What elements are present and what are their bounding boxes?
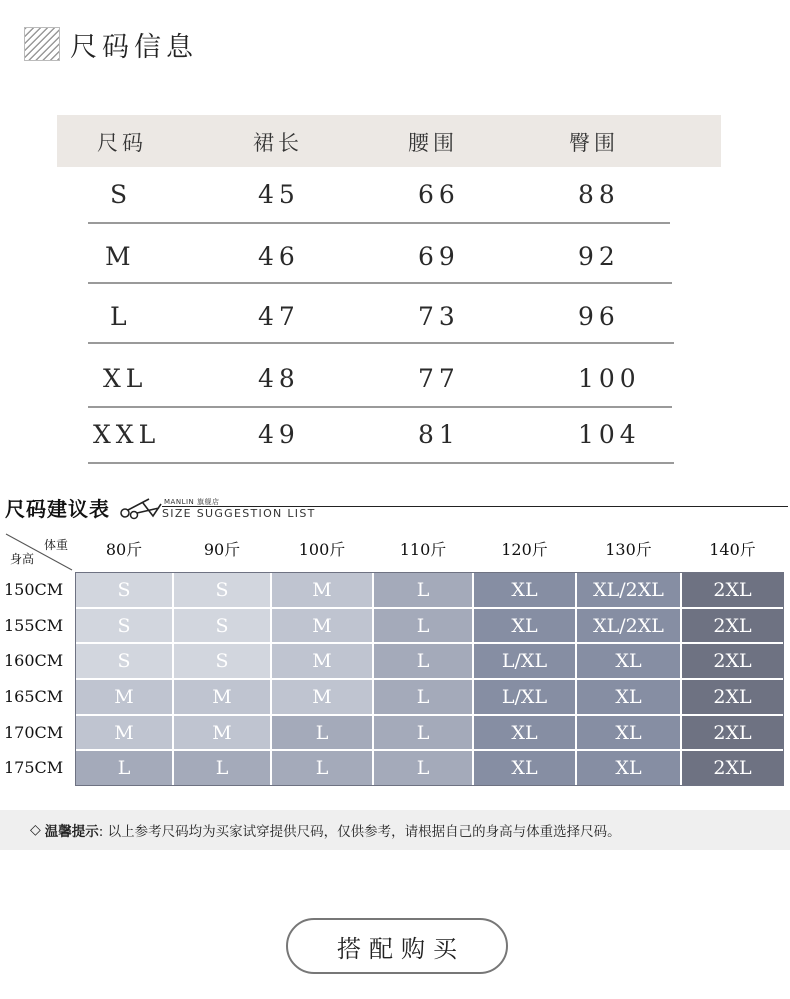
length-value: 48 bbox=[258, 364, 300, 393]
suggestion-subtitle: SIZE SUGGESTION LIST bbox=[162, 507, 316, 520]
grid-cell: L bbox=[373, 750, 473, 786]
grid-cell: XL/2XL bbox=[576, 572, 681, 608]
scissors-icon bbox=[119, 496, 163, 520]
size-col-header: 尺码 bbox=[97, 131, 147, 155]
grid-cell: L bbox=[271, 715, 373, 750]
size-table-header bbox=[57, 115, 721, 167]
match-buy-label: 搭配购买 bbox=[337, 934, 465, 963]
corner-weight-label: 体重 bbox=[43, 538, 68, 552]
height-header: 165CM bbox=[4, 687, 64, 706]
waist-value: 66 bbox=[418, 180, 460, 209]
hip-value: 92 bbox=[578, 242, 620, 271]
grid-cell: 2XL bbox=[681, 715, 784, 750]
height-header: 150CM bbox=[4, 580, 64, 599]
waist-col-header: 腰围 bbox=[408, 131, 458, 155]
brand-name: MANLIN 旗舰店 bbox=[164, 498, 220, 506]
grid-corner bbox=[4, 532, 74, 572]
grid-cell: L/XL bbox=[473, 643, 576, 679]
grid-cell: M bbox=[173, 679, 271, 715]
grid-cell: M bbox=[271, 572, 373, 608]
grid-cell: L/XL bbox=[473, 679, 576, 715]
weight-header: 130斤 bbox=[605, 540, 652, 559]
grid-cell: S bbox=[75, 643, 173, 679]
hip-col-header: 臀围 bbox=[569, 131, 619, 155]
corner-height-label: 身高 bbox=[10, 552, 35, 566]
weight-header: 80斤 bbox=[105, 540, 143, 559]
height-header: 155CM bbox=[4, 616, 64, 635]
size-value: L bbox=[110, 302, 132, 331]
grid-cell: M bbox=[173, 715, 271, 750]
weight-header: 120斤 bbox=[501, 540, 548, 559]
grid-cell: M bbox=[75, 715, 173, 750]
tip-text: : 以上参考尺码均为买家试穿提供尺码，仅供参考，请根据自己的身高与体重选择尺码。 bbox=[98, 824, 621, 840]
grid-cell: L bbox=[373, 572, 473, 608]
waist-value: 69 bbox=[418, 242, 460, 271]
weight-header: 140斤 bbox=[709, 540, 756, 559]
height-header: 175CM bbox=[4, 758, 64, 777]
row-divider bbox=[88, 462, 674, 464]
grid-cell: L bbox=[75, 750, 173, 786]
grid-cell: S bbox=[173, 572, 271, 608]
grid-cell: XL bbox=[576, 643, 681, 679]
grid-cell: XL bbox=[576, 715, 681, 750]
weight-header: 90斤 bbox=[203, 540, 241, 559]
waist-value: 73 bbox=[418, 302, 460, 331]
diamond-icon: ◇ bbox=[30, 822, 41, 838]
grid-cell: XL bbox=[473, 750, 576, 786]
length-value: 46 bbox=[258, 242, 300, 271]
hip-value: 96 bbox=[578, 302, 620, 331]
grid-cell: M bbox=[271, 608, 373, 643]
grid-cell: XL bbox=[473, 608, 576, 643]
grid-cell: 2XL bbox=[681, 608, 784, 643]
grid-cell: XL bbox=[473, 715, 576, 750]
grid-cell: M bbox=[271, 643, 373, 679]
size-value: XXL bbox=[93, 420, 161, 449]
waist-value: 77 bbox=[418, 364, 460, 393]
height-header: 170CM bbox=[4, 723, 64, 742]
size-info-title: 尺码信息 bbox=[70, 31, 198, 63]
hip-value: 104 bbox=[578, 420, 641, 449]
weight-header: 110斤 bbox=[399, 540, 447, 559]
grid-cell: 2XL bbox=[681, 572, 784, 608]
grid-cell: XL/2XL bbox=[576, 608, 681, 643]
size-value: M bbox=[105, 242, 136, 271]
hatch-decoration-icon bbox=[24, 27, 60, 61]
grid-cell: 2XL bbox=[681, 750, 784, 786]
grid-cell: S bbox=[75, 608, 173, 643]
length-value: 49 bbox=[258, 420, 300, 449]
grid-cell: M bbox=[75, 679, 173, 715]
grid-cell: L bbox=[271, 750, 373, 786]
waist-value: 81 bbox=[418, 420, 460, 449]
length-value: 45 bbox=[258, 180, 300, 209]
grid-cell: L bbox=[173, 750, 271, 786]
suggestion-title: 尺码建议表 bbox=[5, 497, 110, 521]
tip-label: 温馨提示 bbox=[44, 824, 99, 840]
size-info-header bbox=[24, 24, 198, 64]
tip-bar bbox=[0, 810, 790, 850]
grid-cell: M bbox=[271, 679, 373, 715]
length-col-header: 裙长 bbox=[253, 131, 303, 155]
grid-cell: XL bbox=[473, 572, 576, 608]
grid-cell: L bbox=[373, 679, 473, 715]
grid-cell: L bbox=[373, 643, 473, 679]
grid-cell: L bbox=[373, 608, 473, 643]
hip-value: 88 bbox=[578, 180, 620, 209]
grid-cell: L bbox=[373, 715, 473, 750]
row-divider bbox=[88, 282, 672, 284]
grid-cell: 2XL bbox=[681, 679, 784, 715]
length-value: 47 bbox=[258, 302, 300, 331]
hip-value: 100 bbox=[578, 364, 641, 393]
grid-cell: XL bbox=[576, 679, 681, 715]
size-value: S bbox=[110, 180, 133, 209]
grid-cell: XL bbox=[576, 750, 681, 786]
grid-cell: S bbox=[173, 643, 271, 679]
height-header: 160CM bbox=[4, 651, 64, 670]
row-divider bbox=[88, 406, 672, 408]
row-divider bbox=[88, 222, 670, 224]
row-divider bbox=[88, 342, 674, 344]
size-value: XL bbox=[103, 364, 148, 393]
weight-header: 100斤 bbox=[298, 540, 346, 559]
grid-cell: S bbox=[75, 572, 173, 608]
match-buy-button[interactable] bbox=[286, 918, 508, 974]
grid-cell: S bbox=[173, 608, 271, 643]
grid-cell: 2XL bbox=[681, 643, 784, 679]
